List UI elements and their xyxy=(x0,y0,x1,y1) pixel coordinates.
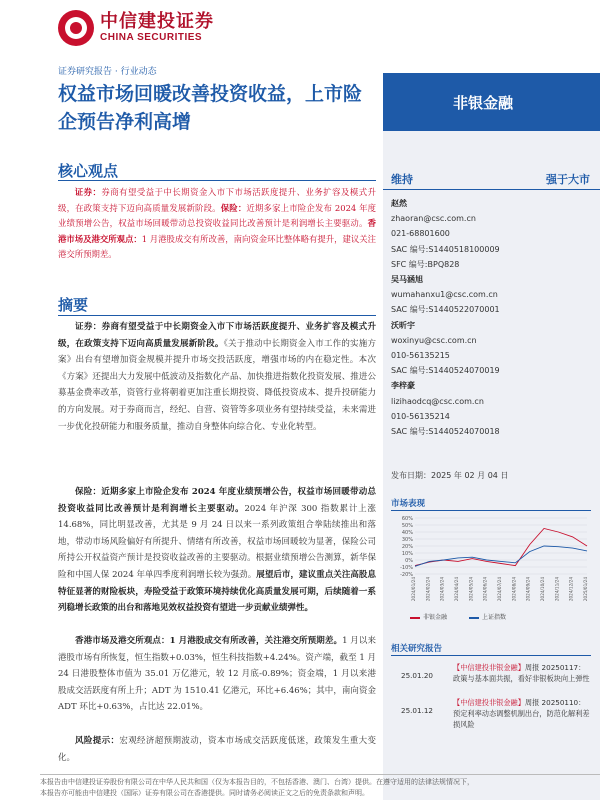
analyst-email[interactable]: wumahanxu1@csc.com.cn xyxy=(391,290,498,300)
industry-banner: 非银金融 xyxy=(383,73,600,131)
x-tick-label: 2024/11/24 xyxy=(554,577,560,602)
chart-y-ticks xyxy=(400,516,413,578)
summary-para-risk xyxy=(58,733,376,766)
analyst-name: 赵然 xyxy=(391,199,407,208)
report-type: 证券研究报告 · 行业动态 xyxy=(58,67,157,77)
para-text: 2024 年沪深 300 指数累计上涨 14.68%，同比明显改善，尤其是 9 月 24 日以来一系列政策组合拳陆续推出和落地，带动市场风险偏好有所提升、情绪有所改善，权益市场回暖较为显著，保险公司所持公开权益资产预计是投资收益改善的主要驱动。根据业绩预增公告测算，新华保险和中国人保 2024 年单四季度利润增长较为强劲。 xyxy=(58,503,376,580)
company-logo xyxy=(58,10,214,46)
analyst-sac: SAC 编号:S1440524070018 xyxy=(391,427,500,437)
analyst-email[interactable]: lizihaodcq@csc.com.cn xyxy=(391,396,484,406)
analyst-list xyxy=(391,196,591,439)
x-tick-label: 2024/12/24 xyxy=(568,577,574,602)
divider xyxy=(391,510,591,511)
related-heading: 相关研究报告 xyxy=(391,644,443,654)
summary-para-insurance xyxy=(58,484,376,617)
related-tag: 【中信建投非银金融】 xyxy=(453,663,525,672)
chart-grid xyxy=(415,518,587,574)
para-text: 宏观经济超预期波动，资本市场成交活跃度低迷，政策发生重大变化。 xyxy=(58,736,376,763)
analyst-sac: SAC 编号:S1440518100009 xyxy=(391,244,500,254)
x-tick-label: 2025/01/24 xyxy=(583,577,588,602)
y-tick-label: 30% xyxy=(401,536,413,543)
para-bold: 风险提示： xyxy=(75,736,120,746)
related-tag: 【中信建投非银金融】 xyxy=(453,698,525,707)
para-bold: 证券：券商有望受益于中长期资金入市下市场活跃度提升、业务扩容及模式升级，在政策支持下迈向高质量发展新阶段。 xyxy=(58,322,376,349)
analyst-phone: 010-56135215 xyxy=(391,351,450,361)
related-report-item[interactable] xyxy=(391,697,591,730)
publish-date xyxy=(391,470,508,481)
analyst-name: 吴马涵旭 xyxy=(391,275,423,285)
x-tick-label: 2024/10/24 xyxy=(540,577,545,602)
related-title[interactable] xyxy=(453,662,591,684)
publish-date-value: 2025 年 02 月 04 日 xyxy=(431,471,509,480)
related-date: 25.01.20 xyxy=(401,671,434,680)
chart-x-ticks xyxy=(411,577,588,601)
y-tick-label: -10% xyxy=(400,564,413,571)
x-tick-label: 2024/02/24 xyxy=(425,577,431,602)
y-tick-label: 20% xyxy=(401,543,413,550)
analyst-phone: 010-56135214 xyxy=(391,411,450,421)
logo-en-text: CHINA SECURITIES xyxy=(100,32,203,43)
core-summary xyxy=(58,185,376,263)
x-tick-label: 2024/09/24 xyxy=(525,577,531,602)
legend-label: 非银金融 xyxy=(423,614,448,621)
legend-swatch xyxy=(469,617,479,619)
analyst-sac: SAC 编号:S1440524070019 xyxy=(391,366,500,376)
related-report-item[interactable] xyxy=(391,662,591,684)
analyst-name: 李梓豪 xyxy=(391,381,415,391)
y-tick-label: 0% xyxy=(405,557,413,564)
legend-swatch xyxy=(410,617,420,619)
logo-cn-text: 中信建投证券 xyxy=(100,11,214,32)
disclaimer-footer xyxy=(40,774,600,799)
analyst-sfc: SFC 编号:BPQ828 xyxy=(391,259,460,269)
market-heading: 市场表现 xyxy=(391,499,426,509)
rating-action: 维持 xyxy=(391,172,413,186)
analyst-phone: 021-68801600 xyxy=(391,229,450,239)
disclaimer-line: 本报告亦可能由中信建投（国际）证券有限公司在香港提供。同时请务必阅读正文之后的免责条款和声明。 xyxy=(40,789,369,797)
disclaimer-line: 本报告由中信建投证券股份有限公司在中华人民共和国（仅为本报告目的，不包括香港、澳门、台湾）提供。在遵守适用的法律法规情况下， xyxy=(40,778,474,786)
rating-bar xyxy=(383,168,600,190)
divider xyxy=(58,180,376,181)
summary-para-securities xyxy=(58,319,376,435)
analyst-name: 沃昕宇 xyxy=(391,320,415,330)
core-label-hk: 香港市场及港交所观点： xyxy=(58,218,376,244)
x-tick-label: 2024/01/24 xyxy=(411,577,416,602)
para-text: 1 月以来港股市场有所恢复，恒生指数+0.03%，恒生科技指数+4.24%。资产端，截至 1 月 24 日港股整体市值为 35.01 万亿港元，较 12 月底-0.89%；资金端，1 月以来港股成交活跃度有所上升；ADT 为 1510.41 亿港元，环比+6.46%；其中，南向资金 ADT 环比+0.63%，占比达 22.01%。 xyxy=(58,636,376,713)
related-text: 周报 20250117：政策与基本面共振，看好非银板块向上弹性 xyxy=(453,663,590,683)
x-tick-label: 2024/06/24 xyxy=(482,577,488,602)
summary-para-hk xyxy=(58,633,376,716)
y-tick-label: 60% xyxy=(401,515,413,522)
divider xyxy=(391,655,591,656)
para-bold: 香港市场及港交所观点：1 月港股成交有所改善，关注港交所预期差。 xyxy=(75,636,343,646)
para-bold: 保险：近期多家上市险企发布 2024 年度业绩预增公告，权益市场回暖带动总投资收益同比改善预计是利润增长主要驱动。 xyxy=(58,487,376,514)
market-chart xyxy=(391,512,591,624)
x-tick-label: 2024/07/24 xyxy=(497,577,502,602)
analyst-sac: SAC 编号:S1440522070001 xyxy=(391,305,500,315)
core-label-securities: 证券： xyxy=(74,187,102,197)
legend-item xyxy=(410,612,447,621)
page-title: 权益市场回暖改善投资收益，上市险企预告净利高增 xyxy=(58,83,363,133)
chart-series xyxy=(415,529,587,567)
x-tick-label: 2024/05/24 xyxy=(468,577,474,602)
legend-item xyxy=(469,612,506,621)
core-label-insurance: 保险： xyxy=(220,202,247,213)
summary-heading: 摘要 xyxy=(58,296,89,314)
x-tick-label: 2024/08/24 xyxy=(511,577,517,602)
y-tick-label: 10% xyxy=(401,550,413,557)
related-text: 周报 20250110：预定利率动态调整机制出台，防范化解利差损风险 xyxy=(453,698,590,729)
legend-label: 上证指数 xyxy=(482,614,507,621)
related-title[interactable] xyxy=(453,697,591,730)
analyst-email[interactable]: zhaoran@csc.com.cn xyxy=(391,214,476,224)
y-tick-label: -20% xyxy=(400,571,413,578)
core-text-insurance: 近期多家上市险企发布 2024 年度业绩预增公告，权益市场回暖带动总投资收益同比改善预计是利润增长主要驱动。 xyxy=(58,202,377,228)
y-tick-label: 50% xyxy=(401,522,413,529)
publish-date-label: 发布日期： xyxy=(391,471,431,480)
related-date: 25.01.12 xyxy=(401,706,434,715)
chart-legend xyxy=(410,612,506,621)
rating-level: 强于大市 xyxy=(546,172,590,186)
core-text-hk: 1 月港股成交有所改善，南向资金环比整体略有提升，建议关注港交所预期差。 xyxy=(58,233,377,259)
x-tick-label: 2024/03/24 xyxy=(439,577,445,602)
core-heading: 核心观点 xyxy=(58,162,119,180)
para-bold: 展望后市，建议重点关注高股息特征显著的财险板块，寿险受益于政策环境持续优化高质量发展可期，后续随着一系列稳增长政策的出台和落地见效权益投资有望进一步贡献业绩弹性。 xyxy=(58,569,376,614)
y-tick-label: 40% xyxy=(401,529,413,536)
x-tick-label: 2024/04/24 xyxy=(454,577,459,602)
para-text: 《关于推动中长期资金入市工作的实施方案》出台有望增加资金规模并提升市场交投活跃度，增强市场的内在稳定性。本次《方案》还提出大力发展中低波动及指数化产品、加快推进指数化投资发展、推进公募基金费率改革，资管行业将朝着更加注重长期投资、降低投资成本、提升投研能力的方向发展。对于券商而言，经纪、自营、资管等多项业务有望持续受益，未来需进一步优化投研能力和服务质量，推动自身整体向综合化、专业化转型。 xyxy=(58,338,376,432)
logo-mark-icon xyxy=(58,10,94,46)
core-text-securities: 券商有望受益于中长期资金入市下市场活跃度提升、业务扩容及模式升级，在政策支持下迈向高质量发展新阶段。 xyxy=(58,187,377,213)
analyst-email[interactable]: woxinyu@csc.com.cn xyxy=(391,335,477,345)
divider xyxy=(58,315,376,316)
